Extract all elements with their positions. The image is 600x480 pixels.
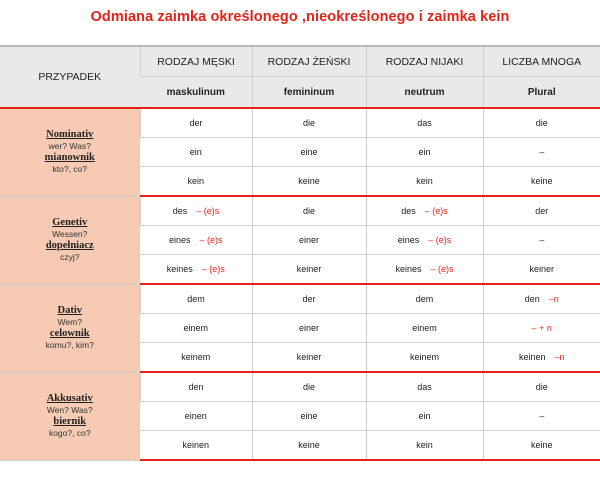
form-word: die xyxy=(535,382,548,392)
form-word: einem xyxy=(412,323,437,333)
form-word: keine xyxy=(298,176,320,186)
form-word: die xyxy=(302,206,315,216)
case-name-pl: dopełniacz xyxy=(45,240,94,251)
form-word: keine xyxy=(298,440,320,450)
case-question-de: Wem? xyxy=(57,316,82,327)
form-cell xyxy=(252,255,366,285)
case-cell xyxy=(0,108,140,196)
form-word: keiner xyxy=(529,264,554,274)
form-cell xyxy=(483,138,600,167)
form-cell xyxy=(140,226,252,255)
form-cell xyxy=(140,167,252,197)
case-column-header: PRZYPADEK xyxy=(0,46,140,108)
form-word: den xyxy=(524,294,540,304)
case-cell xyxy=(0,372,140,460)
case-question-de: wer? Was? xyxy=(48,140,91,151)
gender-header-plural: LICZBA MNOGA xyxy=(483,46,600,77)
case-question-pl: czyj? xyxy=(60,251,80,262)
ending-suffix: – (e)s xyxy=(201,264,225,274)
form-word: einem xyxy=(183,323,208,333)
form-cell xyxy=(140,372,252,402)
form-word: des xyxy=(172,206,188,216)
form-cell xyxy=(483,196,600,226)
form-cell xyxy=(366,108,483,138)
table-row xyxy=(0,372,600,402)
ending-suffix: – (e)s xyxy=(199,235,223,245)
form-word: die xyxy=(535,118,548,128)
form-cell xyxy=(140,196,252,226)
form-cell xyxy=(366,226,483,255)
declension-body xyxy=(0,108,600,460)
form-cell xyxy=(483,284,600,314)
form-cell xyxy=(140,108,252,138)
form-word: ein xyxy=(418,411,431,421)
form-cell xyxy=(483,226,600,255)
case-name-de: Nominativ xyxy=(46,129,94,141)
form-cell xyxy=(483,108,600,138)
form-cell xyxy=(483,343,600,373)
form-word: das xyxy=(417,118,432,128)
case-question-pl: komu?, kim? xyxy=(45,339,94,350)
ending-suffix: – (e)s xyxy=(196,206,220,216)
form-cell xyxy=(252,431,366,461)
form-word: die xyxy=(302,382,315,392)
form-word: einer xyxy=(298,323,319,333)
table-row xyxy=(0,108,600,138)
latin-header-feminine: femininum xyxy=(252,77,366,109)
form-word: das xyxy=(417,382,432,392)
form-cell xyxy=(366,431,483,461)
form-cell xyxy=(366,196,483,226)
form-cell xyxy=(366,343,483,373)
form-cell xyxy=(366,138,483,167)
form-cell xyxy=(140,284,252,314)
form-word: keine xyxy=(530,176,553,186)
form-word: einer xyxy=(298,235,319,245)
form-cell xyxy=(483,314,600,343)
form-cell xyxy=(366,255,483,285)
form-word: keiner xyxy=(296,264,322,274)
table-row xyxy=(0,196,600,226)
form-cell xyxy=(483,431,600,461)
case-question-de: Wessen? xyxy=(52,228,88,239)
form-cell xyxy=(366,402,483,431)
gender-header-neuter: RODZAJ NIJAKI xyxy=(366,46,483,77)
form-cell xyxy=(252,108,366,138)
case-question-pl: kto?, co? xyxy=(52,163,87,174)
form-word: keinem xyxy=(409,352,439,362)
form-cell xyxy=(483,402,600,431)
form-word: die xyxy=(302,118,315,128)
form-cell xyxy=(366,372,483,402)
form-cell xyxy=(252,196,366,226)
ending-suffix: –n xyxy=(548,294,559,304)
case-name-de: Akkusativ xyxy=(46,393,93,404)
gender-header-row xyxy=(0,46,600,77)
case-name-pl: mianownik xyxy=(44,152,95,164)
declension-table xyxy=(0,45,600,461)
form-cell xyxy=(252,402,366,431)
form-word: eine xyxy=(300,411,318,421)
form-cell xyxy=(483,372,600,402)
form-word: ein xyxy=(418,147,431,157)
form-cell xyxy=(140,343,252,373)
form-word: keinen xyxy=(518,352,546,362)
form-word: – xyxy=(539,411,545,421)
case-name-de: Dativ xyxy=(57,305,82,316)
form-word: eines xyxy=(397,235,420,245)
form-word: keines xyxy=(166,264,193,274)
form-cell xyxy=(140,255,252,285)
form-word: keines xyxy=(395,264,422,274)
form-word: keine xyxy=(530,440,553,450)
form-word: kein xyxy=(416,440,433,450)
form-cell xyxy=(252,138,366,167)
form-cell xyxy=(483,167,600,197)
gender-header-feminine: RODZAJ ŻEŃSKI xyxy=(252,46,366,77)
case-cell xyxy=(0,284,140,372)
form-word: eines xyxy=(168,235,191,245)
case-question-de: Wen? Was? xyxy=(46,404,93,415)
ending-suffix: – (e)s xyxy=(428,235,452,245)
table-row xyxy=(0,284,600,314)
gender-header-masculine: RODZAJ MĘSKI xyxy=(140,46,252,77)
form-word: keinem xyxy=(181,352,211,362)
form-word: den xyxy=(188,382,204,392)
form-cell xyxy=(366,314,483,343)
form-cell xyxy=(252,343,366,373)
form-word: kein xyxy=(187,176,204,186)
form-word: – xyxy=(539,147,545,157)
form-cell xyxy=(140,431,252,461)
latin-header-masculine: maskulinum xyxy=(140,77,252,109)
form-word: keiner xyxy=(296,352,322,362)
ending-suffix: – (e)s xyxy=(430,264,454,274)
latin-header-plural: Plural xyxy=(483,77,600,109)
form-word: der xyxy=(535,206,549,216)
case-name-pl: biernik xyxy=(53,416,87,427)
form-word: einen xyxy=(184,411,207,421)
form-cell xyxy=(366,167,483,197)
ending-suffix: – + n xyxy=(531,323,552,333)
form-word: dem xyxy=(187,294,205,304)
case-question-pl: kogo?, co? xyxy=(48,427,91,438)
ending-suffix: – (e)s xyxy=(424,206,448,216)
form-cell xyxy=(140,138,252,167)
form-word: der xyxy=(302,294,316,304)
form-word: kein xyxy=(416,176,433,186)
form-cell xyxy=(252,314,366,343)
form-cell xyxy=(252,372,366,402)
form-word: des xyxy=(401,206,416,216)
form-word: dem xyxy=(415,294,434,304)
latin-header-neuter: neutrum xyxy=(366,77,483,109)
form-word: keinen xyxy=(182,440,210,450)
case-name-de: Genetiv xyxy=(52,217,88,228)
form-word: ein xyxy=(189,147,202,157)
ending-suffix: –n xyxy=(554,352,565,362)
form-cell xyxy=(252,167,366,197)
form-word: der xyxy=(189,118,203,128)
form-cell xyxy=(140,314,252,343)
form-cell xyxy=(252,284,366,314)
case-cell xyxy=(0,196,140,284)
form-cell xyxy=(140,402,252,431)
case-name-pl: celownik xyxy=(49,328,90,339)
form-word: – xyxy=(539,235,545,245)
page-title: Odmiana zaimka określonego ,nieokreślonego i zaimka kein xyxy=(90,9,510,25)
form-word: eine xyxy=(300,147,318,157)
form-cell xyxy=(483,255,600,285)
form-cell xyxy=(366,284,483,314)
form-cell xyxy=(252,226,366,255)
